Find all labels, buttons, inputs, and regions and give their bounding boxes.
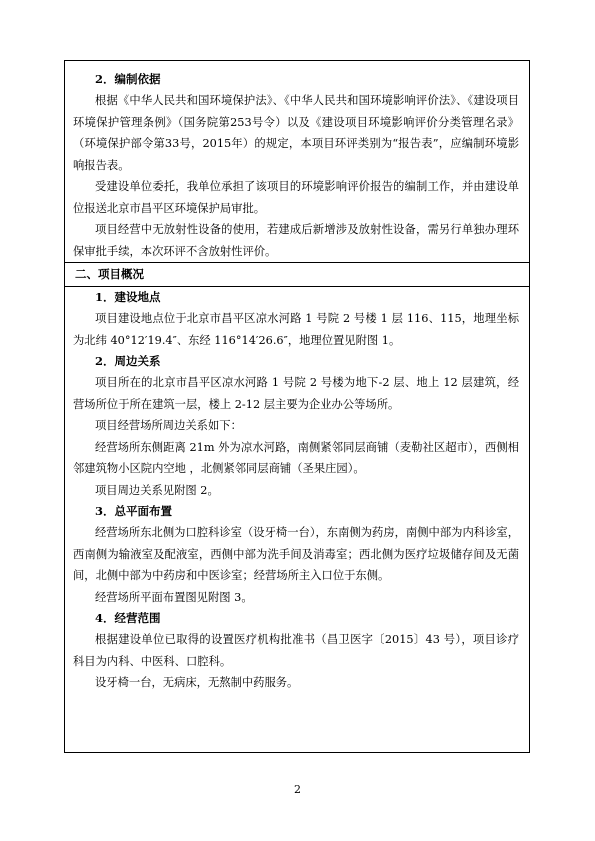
paragraph: 经营场所平面布置图见附图 3。 bbox=[95, 590, 253, 604]
paragraph: 经营场所东侧距离 21m 外为凉水河路，南侧紧邻同层商铺（麦勒社区超市），西侧相邻建筑物小区院内空地 ，北侧紧邻同层商铺（圣果庄园）。 bbox=[73, 440, 519, 475]
paragraph: 经营场所东北侧为口腔科诊室（设牙椅一台），东南侧为药房，南侧中部为内科诊室，西南侧为输液室及配液室，西侧中部为洗手间及消毒室；西北侧为医疗垃圾储存间及无菌间，北侧中部为中药房和中医诊室；经营场所主入口位于东侧。 bbox=[73, 526, 519, 582]
paragraph: 项目所在的北京市昌平区凉水河路 1 号院 2 号楼为地下-2 层、地上 12 层建筑，经营场所位于所在建筑一层，楼上 2-12 层主要为企业办公等场所。 bbox=[73, 376, 519, 411]
paragraph: 项目建设地点位于北京市昌平区凉水河路 1 号院 2 号楼 1 层 116、115，地理坐标为北纬 40°12′19.4″、东经 116°14′26.6″，地理位置见附图 1。 bbox=[73, 312, 519, 347]
paragraph: 根据建设单位已取得的设置医疗机构批准书（昌卫医字〔2015〕43 号），项目诊疗科目为内科、中医科、口腔科。 bbox=[73, 633, 519, 668]
paragraph: 根据《中华人民共和国环境保护法》、《中华人民共和国环境影响评价法》、《建设项目环境保护管理条例》（国务院第253号令）以及《建设项目环境影响评价分类管理名录》（环境保护部令第33号，2015年）的规定，本项目环评类别为“报告表”，应编制环境影响报告表。 bbox=[73, 94, 519, 172]
heading-surroundings: 2．周边关系 bbox=[95, 354, 161, 368]
paragraph: 项目经营中无放射性设备的使用，若建成后新增涉及放射性设备，需另行单独办理环保审批手续，本次环评不含放射性评价。 bbox=[73, 223, 519, 258]
page-number: 2 bbox=[294, 783, 301, 796]
section-title-project-overview: 二、项目概况 bbox=[65, 262, 529, 287]
paragraph: 项目经营场所周边关系如下： bbox=[95, 419, 242, 432]
paragraph: 受建设单位委托，我单位承担了该项目的环境影响评价报告的编制工作，并由建设单位报送北京市昌平区环境保护局审批。 bbox=[73, 180, 519, 215]
heading-scope: 4．经营范围 bbox=[95, 611, 161, 625]
content-frame bbox=[64, 60, 530, 753]
content-body bbox=[73, 69, 519, 694]
paragraph: 项目周边关系见附图 2。 bbox=[95, 483, 219, 497]
heading-location: 1．建设地点 bbox=[95, 290, 161, 304]
heading-basis: 2．编制依据 bbox=[95, 72, 161, 86]
heading-layout: 3．总平面布置 bbox=[95, 504, 173, 518]
paragraph: 设牙椅一台，无病床，无熬制中药服务。 bbox=[95, 676, 299, 689]
